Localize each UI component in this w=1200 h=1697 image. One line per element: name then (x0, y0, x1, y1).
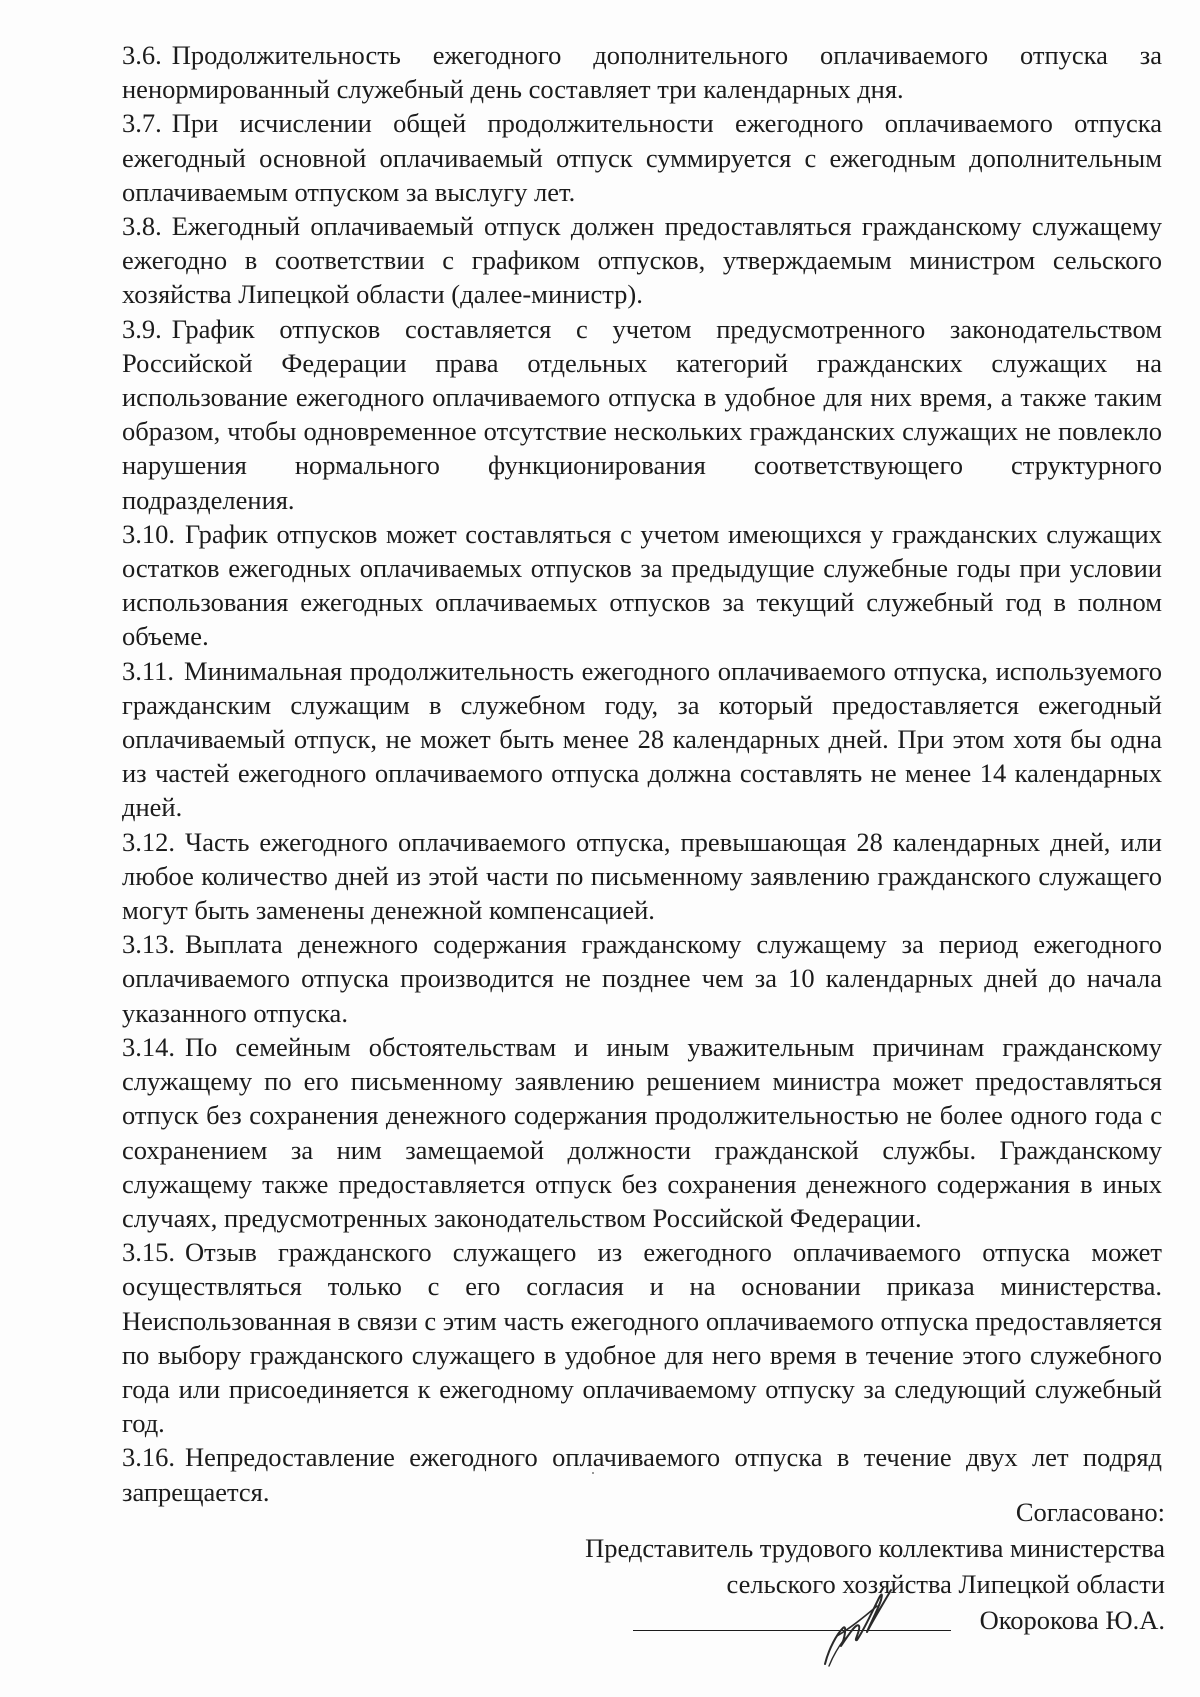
scan-speck (592, 1472, 594, 1474)
approval-representative: Представитель трудового коллектива министерства (585, 1533, 1165, 1563)
clause-number: 3.6. (122, 40, 162, 70)
clause-number: 3.15. (122, 1237, 175, 1268)
handwritten-signature (807, 1576, 897, 1672)
clause-number: 3.10. (122, 518, 175, 549)
clause-3-7 (122, 106, 1162, 209)
clause-3-10 (122, 517, 1162, 654)
clause-text: Отзыв гражданского служащего из ежегодного оплачиваемого отпуска может осуществляться только с его согласия и на основании приказа министерства. Неиспользованная в связи с этим часть ежегодного оплачиваемого отпуска предоставляется по выбору гражданского служащего в удобное для него время в течение этого служебного года или присоединяется к ежегодному оплачиваемому отпуску за следующий служебный год. (122, 1237, 1162, 1439)
clause-text: Непредоставление ежегодного оплачиваемого отпуска в течение двух лет подряд запрещается. (122, 1442, 1162, 1507)
clause-3-12 (122, 825, 1162, 928)
clause-number: 3.14. (122, 1031, 175, 1062)
clause-text: Продолжительность ежегодного дополнительного оплачиваемого отпуска за ненормированный служебный день составляет три календарных дня. (122, 40, 1162, 105)
document-body (122, 38, 1162, 1509)
clause-number: 3.9. (122, 313, 162, 344)
clause-text: По семейным обстоятельствам и иным уважительным причинам гражданскому служащему по его письменному заявлению решением министра может предоставляться отпуск без сохранения денежного содержания продолжительностью не более одного года с сохранением за ним замещаемой должности гражданской службы. Гражданскому служащему также предоставляется отпуск без сохранения денежного содержания в иных случаях, предусмотренных законодательством Российской Федерации. (122, 1031, 1162, 1233)
clause-text: Ежегодный оплачиваемый отпуск должен предоставляться гражданскому служащему ежегодно в соответствии с графиком отпусков, утверждаемым министром сельского хозяйства Липецкой области (далее-министр). (122, 211, 1162, 310)
clause-3-15 (122, 1235, 1162, 1440)
clause-3-6 (122, 38, 1162, 106)
clause-3-14 (122, 1030, 1162, 1235)
signature-line (633, 1630, 951, 1631)
approval-heading: Согласовано: (1015, 1497, 1165, 1527)
clause-text: График отпусков может составляться с учетом имеющихся у гражданских служащих остатков ежегодных оплачиваемых отпусков за предыдущие служебные годы при условии использования ежегодных оплачиваемых отпусков за текущий служебный год в полном объеме. (122, 518, 1162, 652)
clause-number: 3.12. (122, 826, 175, 857)
signature-row (465, 1602, 1165, 1638)
clause-3-11 (122, 654, 1162, 825)
clause-number: 3.11. (122, 655, 175, 686)
clause-3-9 (122, 312, 1162, 517)
clause-3-8 (122, 209, 1162, 312)
clause-text: Минимальная продолжительность ежегодного оплачиваемого отпуска, используемого гражданским служащим в служебном году, за который предоставляется ежегодный оплачиваемый отпуск, не может быть менее 28 календарных дней. При этом хотя бы одна из частей ежегодного оплачиваемого отпуска должна составлять не менее 14 календарных дней. (122, 655, 1162, 823)
clause-text: При исчислении общей продолжительности ежегодного оплачиваемого отпуска ежегодный основной оплачиваемый отпуск суммируется с ежегодным дополнительным оплачиваемым отпуском за выслугу лет. (122, 108, 1162, 207)
signer-name: Окорокова Ю.А. (979, 1605, 1165, 1635)
clause-number: 3.13. (122, 929, 175, 960)
clause-text: Выплата денежного содержания гражданскому служащему за период ежегодного оплачиваемого отпуска производится не позднее чем за 10 календарных дней до начала указанного отпуска. (122, 929, 1162, 1028)
clause-number: 3.8. (122, 211, 162, 242)
clause-number: 3.7. (122, 108, 162, 139)
clause-text: Часть ежегодного оплачиваемого отпуска, превышающая 28 календарных дней, или любое количество дней из этой части по письменному заявлению гражданского служащего могут быть заменены денежной компенсацией. (122, 826, 1162, 926)
clause-number: 3.16. (122, 1442, 175, 1473)
clause-3-13 (122, 927, 1162, 1030)
approval-organization: сельского хозяйства Липецкой области (726, 1569, 1165, 1599)
clause-text: График отпусков составляется с учетом предусмотренного законодательством Российской Федерации права отдельных категорий гражданских служащих на использование ежегодного оплачиваемого отпуска в удобное для них время, а также таким образом, чтобы одновременное отсутствие нескольких гражданских служащих не повлекло нарушения нормального функционирования соответствующего структурного подразделения. (122, 313, 1162, 515)
approval-block (465, 1494, 1165, 1638)
